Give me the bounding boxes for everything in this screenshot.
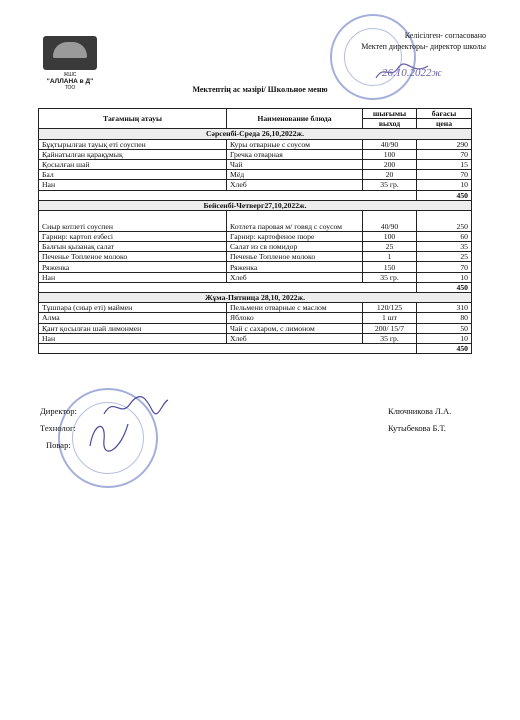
header-name-kz: Тағамның атауы: [39, 109, 227, 129]
technologist-name: Кутыбекова Б.Т.: [388, 423, 446, 433]
dish-price: 290: [417, 139, 472, 149]
section-total-row: [39, 190, 472, 200]
dish-price: 10: [417, 333, 472, 343]
dish-name-kz: Қосылған шай: [39, 159, 227, 169]
dish-name-kz: Бұқтырылған тауық еті соуспен: [39, 139, 227, 149]
dish-yield: 20: [363, 170, 417, 180]
section-total: 450: [417, 282, 472, 292]
section-title-row: [39, 129, 472, 139]
dish-name-kz: Қант қосылған шай лимонмен: [39, 323, 227, 333]
dish-name-ru: Гарнир: картофеное пюре: [227, 231, 363, 241]
dish-yield: 1: [363, 252, 417, 262]
dish-yield: 40/90: [363, 210, 417, 231]
dish-price: 80: [417, 313, 472, 323]
table-row: [39, 252, 472, 262]
menu-table: [38, 108, 472, 354]
dish-name-kz: Печенье Топленое молоко: [39, 252, 227, 262]
dish-price: 15: [417, 159, 472, 169]
dish-yield: 200: [363, 159, 417, 169]
table-row: [39, 272, 472, 282]
header-yield-kz: шығымы: [363, 109, 417, 119]
dish-name-kz: Алма: [39, 313, 227, 323]
director-name: Ключникова Л.А.: [388, 406, 452, 416]
dish-name-ru: Салат из св помидор: [227, 242, 363, 252]
dish-price: 70: [417, 262, 472, 272]
dish-name-ru: Хлеб: [227, 272, 363, 282]
dish-name-ru: Куры отварные с соусом: [227, 139, 363, 149]
dish-name-ru: Мёд: [227, 170, 363, 180]
section-title: Бейсенбі-Четверг27,10,2022ж.: [39, 200, 472, 210]
section-total-row: [39, 343, 472, 353]
dish-yield: 25: [363, 242, 417, 252]
dish-name-kz: Бал: [39, 170, 227, 180]
dish-name-kz: Гарнир: картоп езбесі: [39, 231, 227, 241]
approval-signature-icon: [372, 60, 432, 84]
table-row: [39, 333, 472, 343]
dish-name-ru: Ряженка: [227, 262, 363, 272]
table-row: [39, 303, 472, 313]
dish-price: 50: [417, 323, 472, 333]
header-name-ru: Наименование блюда: [227, 109, 363, 129]
section-total: 450: [417, 343, 472, 353]
dish-name-ru: Пельмени отварные с маслом: [227, 303, 363, 313]
dish-name-ru: Гречка отварная: [227, 149, 363, 159]
dish-name-kz: Сиыр котлеті соуспен: [39, 210, 227, 231]
logo-line-1: ЖШС: [63, 72, 77, 78]
dish-price: 60: [417, 231, 472, 241]
table-row: [39, 262, 472, 272]
dish-price: 10: [417, 272, 472, 282]
dish-yield: 35 гр.: [363, 272, 417, 282]
logo-mark-icon: [43, 36, 97, 70]
table-row: [39, 170, 472, 180]
cook-label: Повар:: [46, 440, 71, 450]
dish-name-kz: Қайнатылған қарақұмық: [39, 149, 227, 159]
dish-price: 35: [417, 242, 472, 252]
approval-block: [336, 30, 486, 79]
dish-name-ru: Чай: [227, 159, 363, 169]
approval-line-2: Мектеп директоры- директор школы: [361, 42, 486, 51]
dish-name-ru: Яблоко: [227, 313, 363, 323]
section-title-row: [39, 293, 472, 303]
table-row: [39, 323, 472, 333]
section-total-row: [39, 282, 472, 292]
technologist-label: Технолог:: [40, 423, 76, 433]
dish-name-kz: Нан: [39, 333, 227, 343]
footer-names: [388, 403, 451, 437]
header-price-ru: цена: [417, 119, 472, 129]
dish-price: 310: [417, 303, 472, 313]
table-row: [39, 210, 472, 231]
dish-price: 25: [417, 252, 472, 262]
header-price-kz: бағасы: [417, 109, 472, 119]
dish-price: 10: [417, 180, 472, 190]
logo-line-2: "АЛЛАНА в Д": [46, 78, 94, 85]
dish-yield: 200/ 15/7: [363, 323, 417, 333]
technologist-signature-icon: [84, 416, 134, 456]
dish-yield: 35 гр.: [363, 180, 417, 190]
dish-price: 70: [417, 170, 472, 180]
page-title: Мектептің ас мәзірі/ Школьное меню: [192, 85, 328, 94]
table-row: [39, 159, 472, 169]
logo-line-3: ТОО: [64, 85, 76, 91]
dish-yield: 120/125: [363, 303, 417, 313]
dish-yield: 100: [363, 149, 417, 159]
company-logo: [34, 36, 106, 91]
director-label: Директор:: [40, 406, 77, 416]
approval-date: 26.10.2022ж: [382, 67, 442, 79]
dish-name-kz: Нан: [39, 180, 227, 190]
dish-name-kz: Ряженка: [39, 262, 227, 272]
section-title: Сәрсенбі-Среда 26,10,2022ж.: [39, 129, 472, 139]
table-row: [39, 313, 472, 323]
dish-price: 250: [417, 210, 472, 231]
dish-name-ru: Котлета паровая м/ говяд с соусом: [227, 210, 363, 231]
dish-yield: 1 шт: [363, 313, 417, 323]
dish-name-ru: Чай с сахаром, с лимоном: [227, 323, 363, 333]
section-title-row: [39, 200, 472, 210]
dish-name-ru: Хлеб: [227, 180, 363, 190]
table-header-row: [39, 109, 472, 119]
dish-name-kz: Балғын қызанақ салат: [39, 242, 227, 252]
dish-name-kz: Тұшпара (сиыр еті) маймен: [39, 303, 227, 313]
dish-yield: 40/90: [363, 139, 417, 149]
dish-yield: 35 гр.: [363, 333, 417, 343]
dish-yield: 150: [363, 262, 417, 272]
table-row: [39, 139, 472, 149]
dish-yield: 100: [363, 231, 417, 241]
table-row: [39, 231, 472, 241]
dish-name-ru: Хлеб: [227, 333, 363, 343]
section-total: 450: [417, 190, 472, 200]
table-row: [39, 180, 472, 190]
dish-name-ru: Печенье Топленое молоко: [227, 252, 363, 262]
header-yield-ru: выход: [363, 119, 417, 129]
dish-price: 70: [417, 149, 472, 159]
dish-name-kz: Нан: [39, 272, 227, 282]
footer-labels: [40, 403, 77, 454]
approval-line-1: Келісілген- согласовано: [404, 31, 486, 40]
table-row: [39, 242, 472, 252]
section-title: Жұма-Пятница 28,10, 2022ж.: [39, 293, 472, 303]
table-row: [39, 149, 472, 159]
